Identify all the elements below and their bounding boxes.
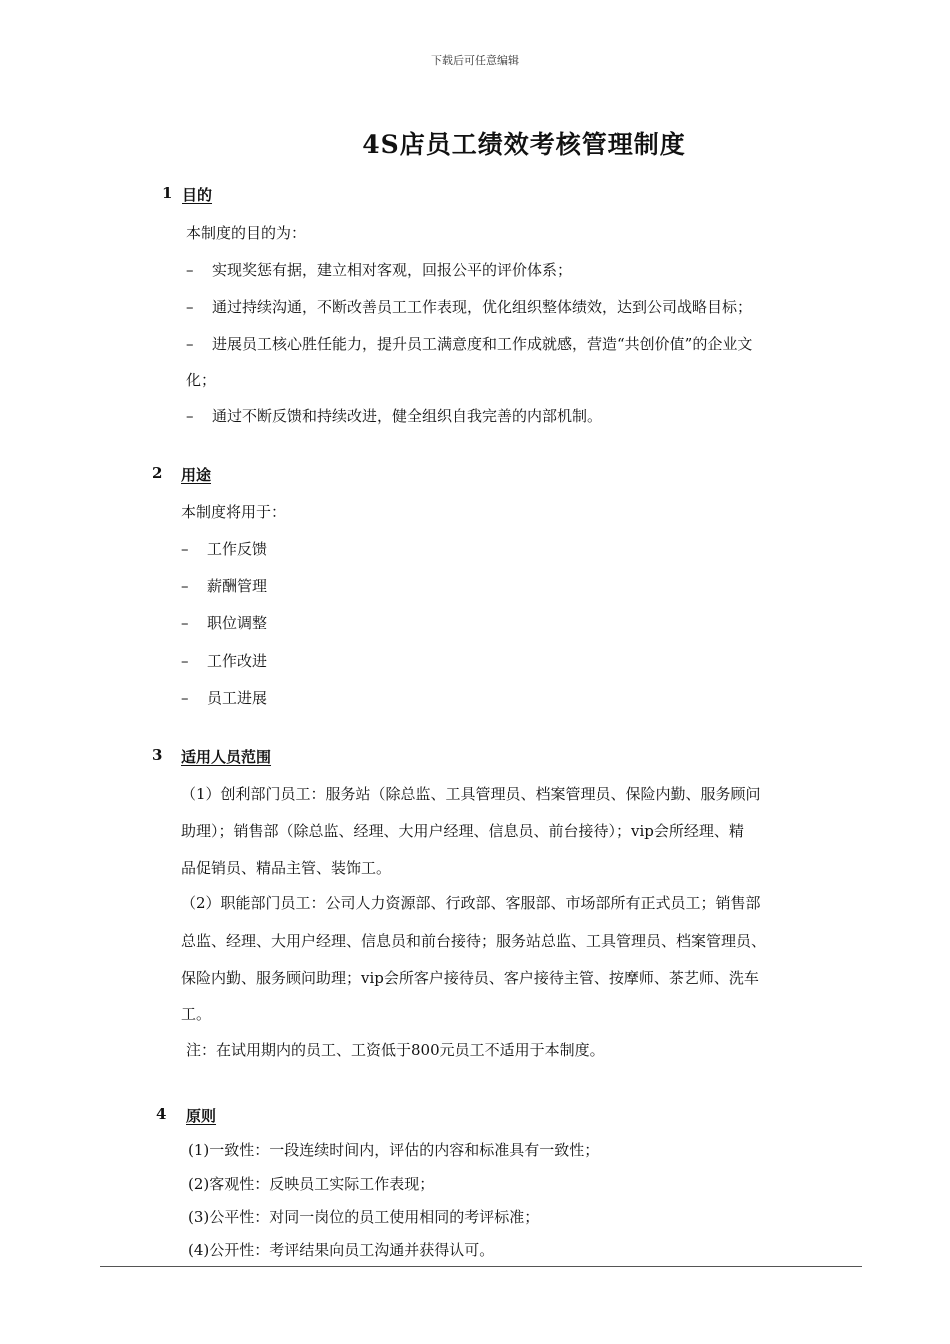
section-1-item-text: 通过不断反馈和持续改进，健全组织自我完善的内部机制。	[212, 407, 603, 425]
section-1-item-wrap: 化；	[186, 371, 217, 389]
section-3-line: （1）创利部门员工：服务站（除总监、工具管理员、档案管理员、保险内勤、服务顾问	[181, 785, 761, 803]
dash-marker: –	[181, 689, 189, 707]
dash-marker: –	[186, 407, 194, 425]
section-1-item	[186, 405, 602, 426]
section-2-item	[181, 612, 267, 633]
section-1-item	[186, 259, 572, 280]
section-3-line: （2）职能部门员工：公司人力资源部、行政部、客服部、市场部所有正式员工；销售部	[181, 894, 761, 912]
section-2-item	[181, 575, 267, 596]
dash-marker: –	[186, 298, 194, 316]
section-3-note: 注：在试用期内的员工、工资低于800元员工不适用于本制度。	[186, 1041, 605, 1059]
section-2-item-text: 工作反馈	[207, 540, 268, 558]
section-4-title: 原则	[186, 1107, 217, 1125]
dash-marker: –	[186, 335, 194, 353]
section-4-item: (3)公平性：对同一岗位的员工使用相同的考评标准；	[188, 1208, 540, 1226]
section-1-item-text: 进展员工核心胜任能力，提升员工满意度和工作成就感，营造“共创价值”的企业文	[212, 335, 753, 353]
section-1-item-text: 通过持续沟通，不断改善员工工作表现，优化组织整体绩效，达到公司战略目标；	[212, 298, 753, 316]
section-4-item: (4)公开性：考评结果向员工沟通并获得认可。	[188, 1241, 495, 1259]
section-4-number: 4	[156, 1105, 167, 1123]
section-2-item-text: 职位调整	[207, 614, 268, 632]
section-3-title: 适用人员范围	[181, 748, 272, 766]
dash-marker: –	[181, 540, 189, 558]
dash-marker: –	[181, 614, 189, 632]
section-3-line: 工。	[181, 1005, 212, 1023]
section-1-item	[186, 333, 752, 354]
section-1-intro: 本制度的目的为：	[186, 224, 307, 242]
dash-marker: –	[181, 577, 189, 595]
section-2-intro: 本制度将用于：	[181, 503, 287, 521]
header-note: 下载后可任意编辑	[431, 54, 519, 67]
section-1-item-text: 实现奖惩有据，建立相对客观，回报公平的评价体系；	[212, 261, 573, 279]
dash-marker: –	[186, 261, 194, 279]
section-2-item	[181, 650, 267, 671]
section-2-item	[181, 538, 267, 559]
section-2-item-text: 薪酬管理	[207, 577, 268, 595]
footer-divider	[100, 1266, 862, 1267]
document-title: 4S店员工绩效考核管理制度	[362, 130, 686, 159]
section-2-number: 2	[152, 464, 163, 482]
section-1-item	[186, 296, 752, 317]
section-4-item: (2)客观性：反映员工实际工作表现；	[188, 1175, 435, 1193]
section-2-item-text: 员工进展	[207, 689, 268, 707]
section-3-line: 助理）；销售部（除总监、经理、大用户经理、信息员、前台接待）；vip会所经理、精	[181, 822, 744, 840]
section-4-item: (1)一致性：一段连续时间内，评估的内容和标准具有一致性；	[188, 1141, 600, 1159]
section-3-line: 总监、经理、大用户经理、信息员和前台接待；服务站总监、工具管理员、档案管理员、	[181, 932, 767, 950]
section-3-number: 3	[152, 746, 163, 764]
section-3-line: 品促销员、精品主管、装饰工。	[181, 859, 392, 877]
section-2-item-text: 工作改进	[207, 652, 268, 670]
section-3-line: 保险内勤、服务顾问助理；vip会所客户接待员、客户接待主管、按摩师、茶艺师、洗车	[181, 969, 759, 987]
section-1-number: 1	[162, 184, 173, 202]
section-1-title: 目的	[182, 186, 213, 204]
section-2-item	[181, 687, 267, 708]
dash-marker: –	[181, 652, 189, 670]
section-2-title: 用途	[181, 466, 212, 484]
